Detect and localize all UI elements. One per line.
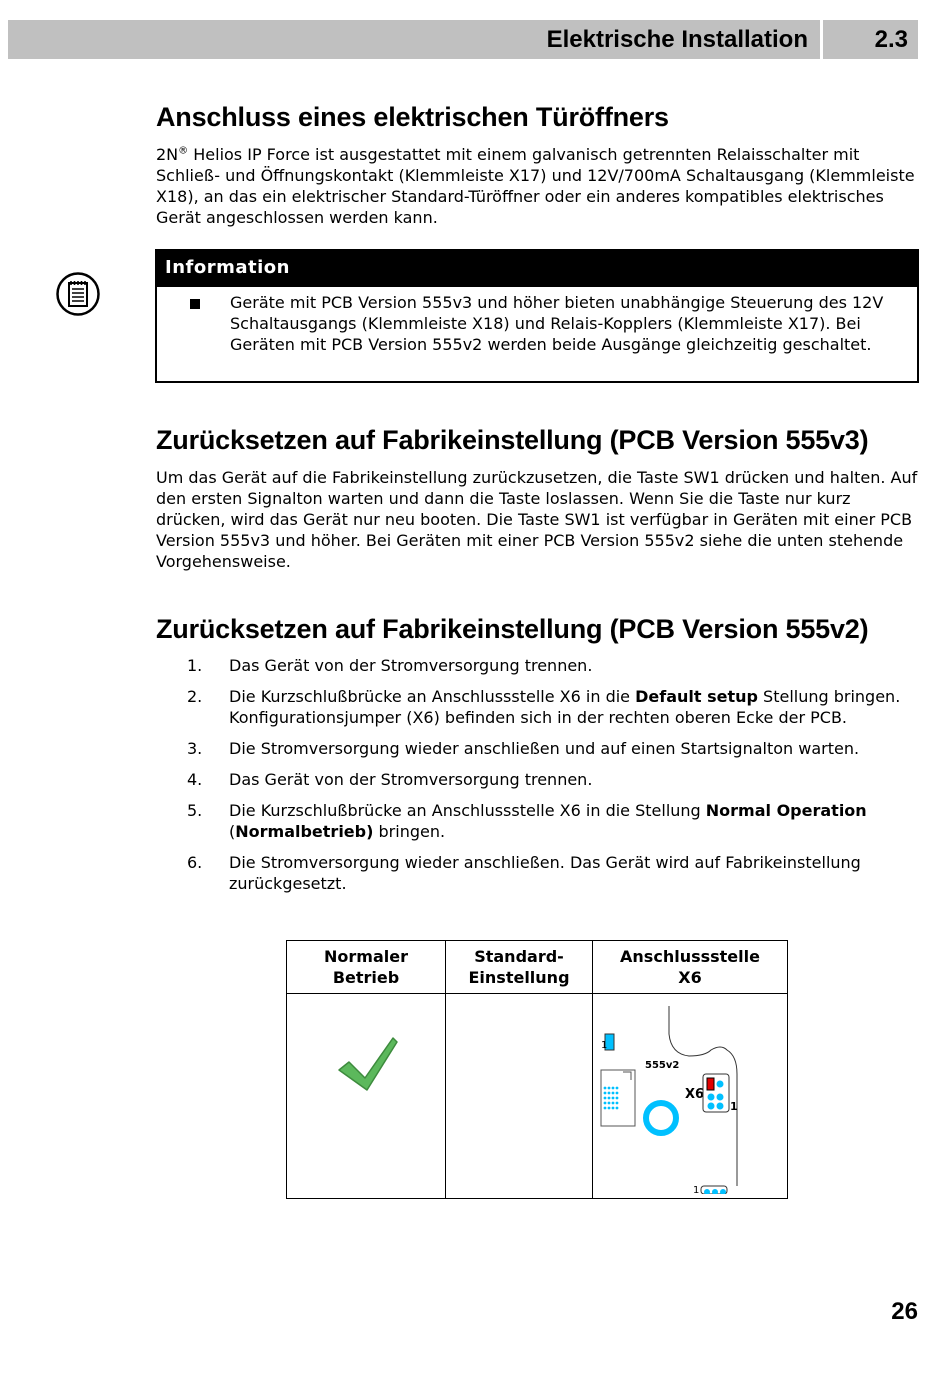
pcb-diagram	[593, 994, 787, 1194]
checkmark-icon	[287, 994, 445, 1114]
section-title-reset-555v2: Zurücksetzen auf Fabrikeinstellung (PCB Version 555v2)	[156, 614, 869, 644]
information-box	[155, 249, 919, 383]
table-header-default: Standard- Einstellung	[446, 941, 593, 994]
pin-one-label: 1	[601, 1040, 608, 1051]
bottom-pin-one-label: 1	[693, 1185, 700, 1194]
page-number: 26	[891, 1298, 918, 1325]
reset-steps-list	[156, 655, 921, 904]
header-section-number: 2.3	[823, 20, 918, 59]
table-header-x6: Anschlussstelle X6	[593, 941, 788, 994]
bullet-marker	[190, 299, 200, 309]
jumper-table	[286, 940, 788, 1199]
table-header-normal: Normaler Betrieb	[287, 941, 446, 994]
information-text: Geräte mit PCB Version 555v3 und höher bieten unabhängige Steuerung des 12V Schaltausgangs (Klemmleiste X18) und Relais-Kopplers (Klemmleiste X17). Bei Geräten mit PCB Version 555v2 werden beide Ausgänge gleichzeitig geschaltet.	[230, 293, 884, 354]
section-title-reset-555v3: Zurücksetzen auf Fabrikeinstellung (PCB Version 555v3)	[156, 425, 869, 455]
table-cell-x6-diagram	[593, 994, 788, 1199]
x6-pin-one-label: 1	[730, 1100, 738, 1113]
x6-label: X6	[685, 1087, 705, 1102]
list-item: 6. Die Stromversorgung wieder anschließen. Das Gerät wird auf Fabrikeinstellung zurückgesetzt.	[187, 853, 861, 893]
list-item: 1. Das Gerät von der Stromversorgung trennen.	[187, 656, 593, 675]
list-item: 2. Die Kurzschlußbrücke an Anschlussstelle X6 in die Default setup Stellung bringen. Konfigurationsjumper (X6) befinden sich in der rechten oberen Ecke der PCB.	[187, 687, 901, 727]
list-item: 3. Die Stromversorgung wieder anschließen und auf einen Startsignalton warten.	[187, 739, 860, 758]
notepad-icon	[56, 272, 100, 316]
list-item: 4. Das Gerät von der Stromversorgung trennen.	[187, 770, 593, 789]
table-cell-default	[446, 994, 593, 1199]
section-title-door-opener: Anschluss eines elektrischen Türöffners	[156, 102, 669, 132]
pcb-version-label: 555v2	[645, 1060, 680, 1071]
information-heading: Information	[157, 251, 917, 287]
section-reset-555v3-text: Um das Gerät auf die Fabrikeinstellung zurückzusetzen, die Taste SW1 drücken und halten. Auf den ersten Signalton warten und dann die Taste loslassen. Wenn Sie die Taste nur kurz drücken, wird das Gerät nur neu booten. Die Taste SW1 ist verfügbar in Geräten mit einer PCB Version 555v3 und höher. Bei Geräten mit einer PCB Version 555v2 siehe die unten stehende Vorgehensweise.	[156, 468, 918, 571]
list-item: 5. Die Kurzschlußbrücke an Anschlussstelle X6 in die Stellung Normal Operation (Normalbetrieb) bringen.	[187, 801, 867, 841]
header-title: Elektrische Installation	[8, 20, 820, 59]
section-door-opener-text: 2N® Helios IP Force ist ausgestattet mit einem galvanisch getrennten Relaisschalter mit Schließ- und Öffnungskontakt (Klemmleiste X17) und 12V/700mA Schaltausgang (Klemmleiste X18), an das ein elektrischer Standard-Türöffner oder ein anderes kompatibles elektrisches Gerät angeschlossen werden kann.	[156, 145, 915, 227]
table-cell-normal	[287, 994, 446, 1199]
